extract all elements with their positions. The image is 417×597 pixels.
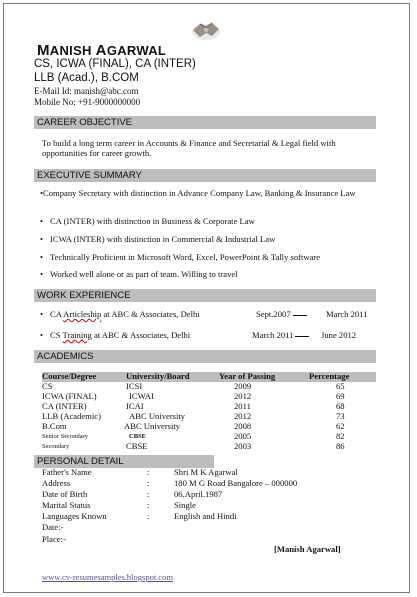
heading-work-experience: WORK EXPERIENCE	[34, 289, 376, 302]
table-cell: CS	[42, 381, 53, 391]
table-cell: ICSI	[126, 381, 143, 391]
table-cell: CA (INTER)	[42, 401, 87, 411]
heading-executive-summary: EXECUTIVE SUMMARY	[34, 169, 376, 182]
colon: :	[147, 489, 150, 499]
heading-personal-detail: PERSONAL DETAIL	[34, 455, 214, 468]
table-cell: 2005	[234, 431, 252, 441]
personal-value: 06.April.1987	[174, 489, 223, 499]
personal-value: Single	[174, 500, 196, 510]
personal-value: English and Hindi	[174, 511, 237, 521]
summary-item: • ICWA (INTER) with distinction in Commercial & Industrial Law	[40, 234, 276, 244]
table-cell: ABC University	[129, 411, 186, 421]
table-cell: B.Com	[42, 421, 67, 431]
table-cell: Senior Secondary	[42, 433, 89, 440]
summary-item: • Technically Proficient in Microsoft Word, Excel, PowerPoint & Tally software	[40, 252, 321, 262]
colon: :	[147, 478, 150, 488]
table-cell: LLB (Academic)	[42, 411, 101, 421]
table-cell: 2012	[234, 391, 252, 401]
date-label: Date:-	[42, 522, 64, 532]
resume-page	[3, 3, 410, 593]
work-end-date: June 2012	[321, 330, 357, 340]
table-cell: ABC University	[124, 421, 181, 431]
personal-label: Languages Known	[42, 511, 107, 521]
colon: :	[147, 467, 150, 477]
table-cell: 82	[336, 431, 345, 441]
heading-career-objective: CAREER OBJECTIVE	[34, 116, 376, 129]
work-end-date: March 2011	[326, 309, 368, 319]
table-cell: 65	[336, 381, 345, 391]
email-line: E-Mail Id: manish@abc.com	[34, 86, 139, 96]
column-header: Percentage	[309, 371, 350, 381]
column-header: Course/Degree	[42, 371, 97, 381]
table-cell: 86	[336, 441, 345, 451]
colon: :	[147, 511, 150, 521]
column-header: Year of Passing	[219, 371, 276, 381]
table-cell: ICWAI	[129, 391, 154, 401]
handshake-icon	[190, 16, 222, 42]
table-cell: 2009	[234, 381, 252, 391]
table-cell: 73	[336, 411, 345, 421]
place-label: Place:-	[42, 534, 66, 544]
table-cell: CBSE	[129, 433, 146, 440]
summary-item: •Company Secretary with distinction in Advance Company Law, Banking & Insurance Law	[40, 188, 356, 198]
personal-label: Marital Status	[42, 500, 91, 510]
work-dates: Sept.2007	[256, 309, 307, 319]
personal-label: Father's Name	[42, 467, 92, 477]
career-objective-text: To build a long term career in Accounts & Finance and Secretarial & Legal field with opportunities for career growth.	[42, 138, 336, 158]
table-cell: 2003	[234, 441, 252, 451]
candidate-name: MANISH AGARWAL	[37, 42, 167, 59]
table-cell: 69	[336, 391, 345, 401]
footer-website-link[interactable]: www.cv-resumesamples.blogspot.com	[42, 572, 173, 582]
table-cell: CBSE	[126, 441, 148, 451]
personal-value: 180 M G Road Bangalore – 000000	[174, 478, 298, 488]
table-cell: Secondary	[42, 443, 70, 450]
table-cell: 2011	[234, 401, 251, 411]
table-cell: ICAI	[126, 401, 144, 411]
colon: :	[147, 500, 150, 510]
work-item: • CA Articleship at ABC & Associates, Delhi	[40, 309, 200, 319]
signature: [Manish Agarwal]	[274, 544, 341, 554]
table-cell: ICWA (FINAL)	[42, 391, 97, 401]
table-cell: 62	[336, 421, 345, 431]
summary-item: • CA (INTER) with distinction in Business & Corporate Law	[40, 216, 255, 226]
column-header: University/Board	[126, 371, 190, 381]
table-cell: 68	[336, 401, 345, 411]
personal-label: Date of Birth	[42, 489, 88, 499]
qualifications-line-1: CS, ICWA (FINAL), CA (INTER)	[34, 58, 196, 70]
table-cell: 2012	[234, 411, 252, 421]
work-dates: March 2011	[252, 330, 309, 340]
work-item: • CS Training at ABC & Associates, Delhi	[40, 330, 191, 340]
personal-value: Shri M K Agarwal	[174, 467, 238, 477]
summary-item: • Worked well alone or as part of team. Willing to travel	[40, 269, 238, 279]
qualifications-line-2: LLB (Acad.), B.COM	[34, 72, 139, 84]
mobile-line: Mobile No: +91-9000000000	[34, 97, 141, 107]
personal-label: Address	[42, 478, 71, 488]
table-cell: 2008	[234, 421, 252, 431]
heading-academics: ACADEMICS	[34, 350, 376, 363]
